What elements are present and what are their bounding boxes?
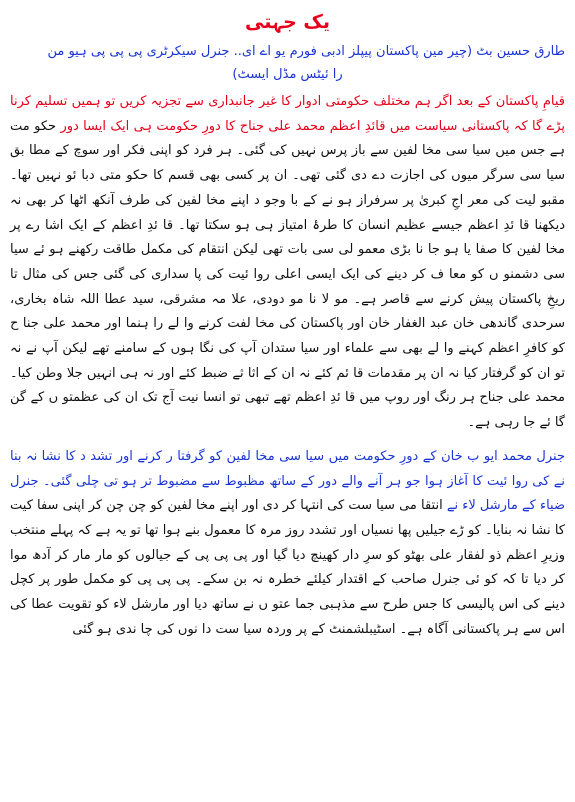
paragraph-2 bbox=[10, 445, 565, 643]
paragraph-1-body: حکو مت ہے جس میں سیا سی مخا لفین سے باز پرس نہیں کی گئی۔ ہر فرد کو اپنی فکر اور سوچ کے مطا بق سیا سی سرگر میوں کی اجازت دے دی گئی تھی۔ ان پر کسی بھی قسم کا حکو متی دبا ئو نہیں تھا۔ مقبو لیت کی معر اجِ کبریٰ پر سرفراز ہو نے کے با وجو د اپنے مخا لفین کی طرف آنکھ اٹھا کر بھی نہ دیکھنا قا ئدِ اعظم جیسے عظیم انسان کا طرۂ امتیاز ہی ہو سکتا تھا۔ قا ئدِ اعظم کے ایک اشا رے پر مخا لفین کا صفا یا ہو جا نا بڑی معمو لی سی بات تھی لیکن انتقام کی مکمل طاقت رکھنے ہو ئے سیا سی دشمنو ں کو معا ف کر دینے کی ایک ایسی اعلی روا ئیت کی پا سداری کی گئی جس کی مثال تا ریخِ پاکستان پیش کرنے سے قاصر ہے۔ مو لا نا مو دودی، علا مہ مشرقی، سید عطا اللہ شاہ بخاری، سرحدی گاندھی خان عبد الغفار خان اور پاکستان کی مخا لفت کرنے وا لے را ہنما اور محمد علی جنا ح کو کافرِ اعظم کہنے وا لے بھی سے علماء اور سیا ستدان آپ کی نگا ہوں کے سامنے تھے لیکن آپ نے نہ تو ان کو گرفتار کیا نہ ان پر مقدمات قا ئم کئے نہ ان کے اثا ثے ضبط کئے اور نہ ہی انہیں جلا وطن کیا۔ محمد علی جناح ہر رنگ اور روپ میں قا ئدِ اعظم تھے تبھی تو انسا نیت آج تک ان کی عظمتو ں کے گن گا ئے جا رہی ہے۔ bbox=[10, 118, 565, 431]
paragraph-2-highlight-text: جنرل محمد ایو ب خان کے دورِ حکومت میں سیا سی مخا لفین کو گرفتا ر کرنے اور تشد د کا نشا نہ بنا نے کی روا ئیت کا آغاز ہوا جو ہر آنے والے دور کے ساتھ مظبوط سے مضبوط تر ہو تی چلی گئی۔ جنرل ضیاء کے مارشل لاء نے bbox=[10, 448, 565, 514]
byline-line-1: طارق حسین بٹ (چیر مین پاکستان پیپلز ادبی فورم یو اے ای.. جنرل سیکرٹری پی پی پی ہیو من bbox=[47, 44, 565, 59]
author-byline bbox=[10, 40, 565, 86]
paragraph-spacer bbox=[10, 436, 565, 445]
byline-line-2: را ئیٹس مڈل ایسٹ) bbox=[232, 67, 343, 82]
paragraph-1 bbox=[10, 90, 565, 436]
intro-highlight-text: قیامِ پاکستان کے بعد اگر ہم مختلف حکومتی ادوار کا غیر جانبداری سے تجزیہ کریں تو ہمیں تسلیم کرنا پڑے گا کہ پاکستانی سیاست میں قائدِ اعظم محمد علی جناح کا دورِ حکومت ہی ایک ایسا دور bbox=[10, 94, 566, 134]
article-title: یک جہتی bbox=[244, 11, 330, 33]
paragraph-2-body: انتقا می سیا ست کی انتہا کر دی اور اپنے مخا لفین کو چن چن کر اپنی سفا کیت کا نشا نہ بنایا۔ کو ڑے جیلیں پھا نسیاں اور تشدد روز مرہ کا معمول بنے ہوا تھا تو یہ ہے کہ پہلے منتخب وزیرِ اعظم ذو لفقار علی بھٹو کو سرِ دار کھینچ دیا گیا اور پی پی پی کے جیالوں کو مار مار کر آدھ موا کر دیا تا کہ کو ئی جنرل صاحب کے اقتدار کیلئے خطرہ نہ بن سکے۔ پی پی پی کو مکمل طور پر کچل دینے کی اس پالیسی کا جس طرح سے مذہبی جما عتو ں نے ساتھ دیا اور مارشل لاء کو تقویت عطا کی اس سے ہر پاکستانی آگاہ ہے۔ اسٹیبلشمنٹ کے پر وردہ سیا ست دا نوں کی چا ندی ہو گئی bbox=[10, 498, 565, 637]
